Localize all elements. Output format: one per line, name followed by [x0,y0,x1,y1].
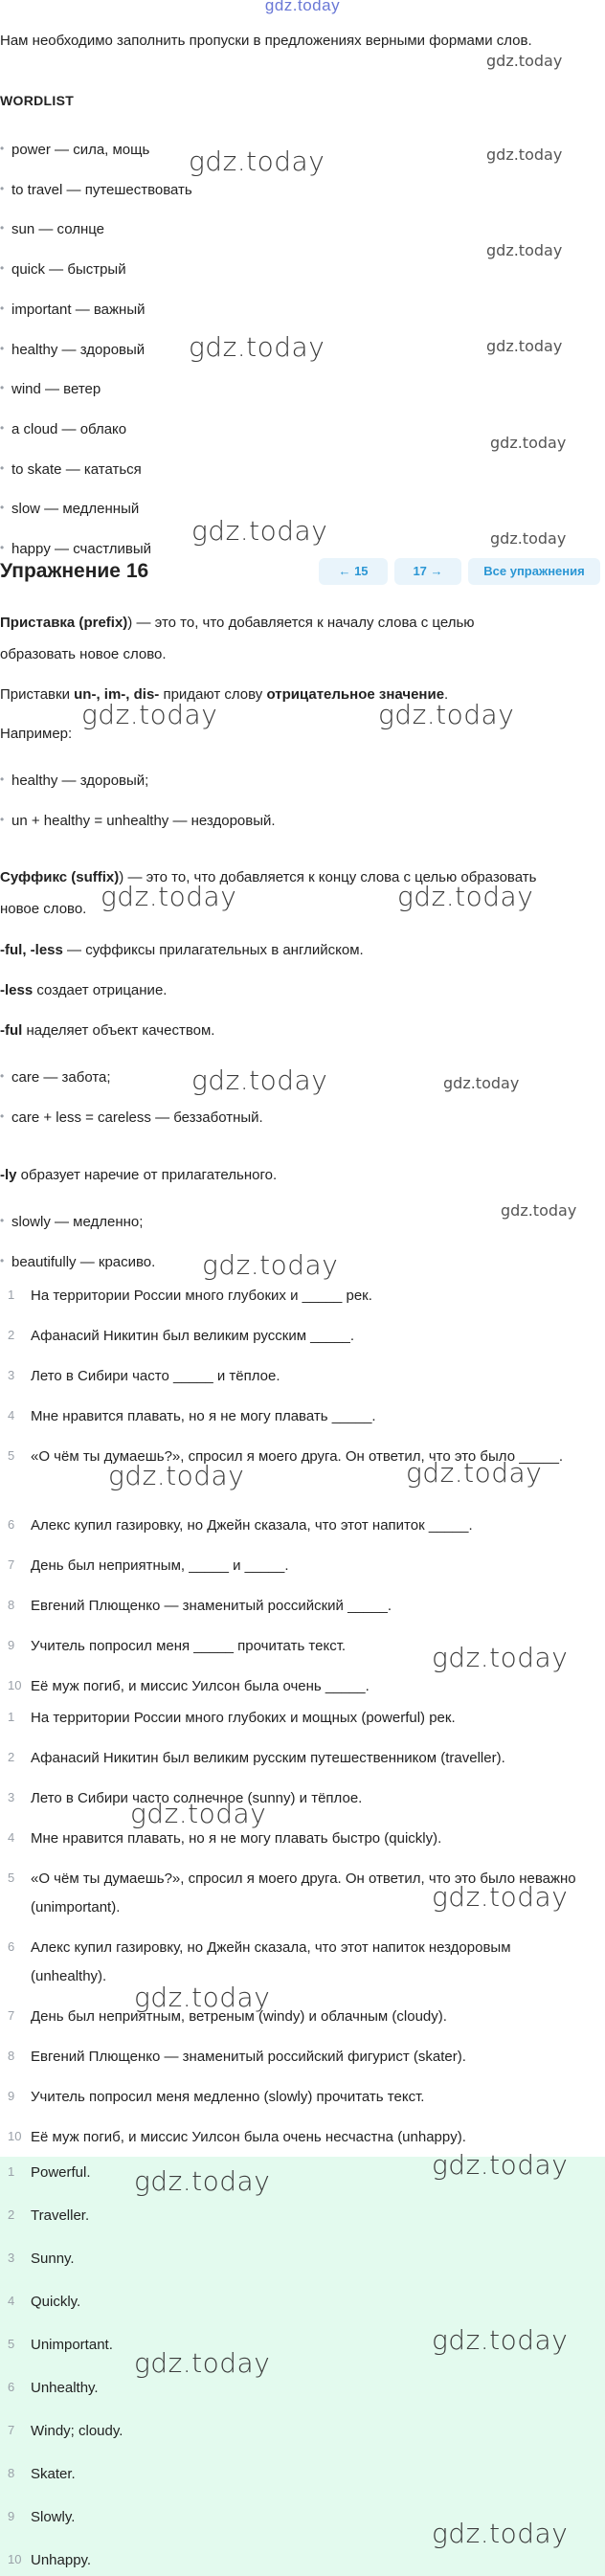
watermark: gdz.today [108,1460,245,1491]
wordlist-item: • a cloud — облако [11,421,126,437]
filled-number: 8 [8,2049,15,2063]
filled-text: Лето в Сибири часто солнечное (sunny) и тёплое. [31,1790,363,1806]
prev-exercise-button[interactable]: ← 15 [319,558,388,585]
prefix-negation: Приставки un-, im-, dis- придают слову отрицательное значение. [0,686,449,703]
all-exercises-button[interactable]: Все упражнения [468,558,600,585]
list-item: • slowly — медленно; [11,1214,143,1230]
example-label: Например: [0,726,73,742]
list-item: • beautifully — красиво. [11,1254,155,1270]
answer-number: 1 [8,2164,15,2179]
task-text: Мне нравится плавать, но я не могу плавать _____. [31,1408,376,1424]
filled-text: День был неприятным, ветреным (windy) и облачным (cloudy). [31,2008,447,2025]
watermark: gdz.today [432,2324,569,2356]
answer-text: Sunny. [31,2251,75,2267]
answer-text: Traveller. [31,2207,90,2224]
answer-number: 2 [8,2207,15,2222]
watermark: gdz.today [432,1881,569,1913]
task-text: Учитель попросил меня _____ прочитать текст. [31,1638,347,1654]
watermark: gdz.today [432,1642,569,1673]
filled-text: На территории России много глубоких и мощных (powerful) рек. [31,1710,456,1726]
answer-text: Skater. [31,2466,76,2482]
filled-number: 3 [8,1790,15,1804]
filled-text: Афанасий Никитин был великим русским путешественником (traveller). [31,1750,505,1766]
filled-number: 2 [8,1750,15,1764]
task-number: 8 [8,1598,15,1612]
filled-text: «О чём ты думаешь?», спросил я моего друга. Он ответил, что это было неважно (unimportant). [31,1870,576,1915]
filled-number: 10 [8,2129,22,2143]
answer-number: 4 [8,2294,15,2308]
watermark: gdz.today [134,1982,271,2013]
answer-number: 5 [8,2337,15,2351]
suffix-definition: Суффикс (suffix)) — это то, что добавляется к концу слова с целью образовать новое слово. [0,869,537,917]
wordlist-item: • to travel — путешествовать [11,182,192,198]
watermark: gdz.today [432,2518,569,2549]
task-number: 2 [8,1328,15,1342]
answer-number: 8 [8,2466,15,2480]
watermark: gdz.today [189,146,325,177]
task-text: Евгений Плющенко — знаменитый российский _____. [31,1598,392,1614]
task-number: 9 [8,1638,15,1652]
filled-number: 7 [8,2008,15,2023]
watermark: gdz.today [490,434,567,452]
exercise-title: Упражнение 16 [0,560,149,582]
task-text: День был неприятным, _____ и _____. [31,1557,289,1574]
filled-text: Евгений Плющенко — знаменитый российский фигурист (skater). [31,2049,466,2065]
filled-text: Алекс купил газировку, но Джейн сказала, что этот напиток нездоровым (unhealthy). [31,1939,511,1984]
filled-number: 6 [8,1939,15,1954]
watermark: gdz.today [501,1201,577,1220]
task-number: 10 [8,1678,22,1692]
watermark: gdz.today [202,1249,339,1281]
filled-text: Учитель попросил меня медленно (slowly) прочитать текст. [31,2089,425,2105]
answer-number: 7 [8,2423,15,2437]
watermark: gdz.today [443,1074,520,1092]
filled-number: 4 [8,1830,15,1845]
answer-number: 6 [8,2380,15,2394]
watermark: gdz.today [134,2347,271,2379]
watermark: gdz.today [397,881,534,912]
wordlist-item: • power — сила, мощь [11,142,149,158]
watermark: gdz.today [486,241,563,259]
filled-number: 1 [8,1710,15,1724]
filled-number: 9 [8,2089,15,2103]
answer-text: Unimportant. [31,2337,113,2353]
answer-text: Powerful. [31,2164,91,2181]
answer-text: Windy; cloudy. [31,2423,123,2439]
watermark: gdz.today [101,881,237,912]
watermark: gdz.today [191,1064,328,1096]
answer-text: Slowly. [31,2509,76,2525]
watermark: gdz.today [191,515,328,547]
site-logo[interactable]: gdz.today [264,0,341,14]
list-item: • care + less = careless — беззаботный. [11,1109,263,1126]
wordlist-item: • wind — ветер [11,381,101,397]
wordlist-item: • quick — быстрый [11,261,126,278]
task-text: Её муж погиб, и миссис Уилсон была очень _____. [31,1678,370,1694]
wordlist-item: • sun — солнце [11,221,104,237]
watermark: gdz.today [490,529,567,548]
answer-text: Unhealthy. [31,2380,99,2396]
watermark: gdz.today [406,1457,543,1489]
task-text: На территории России много глубоких и _____ рек. [31,1288,372,1304]
watermark: gdz.today [130,1798,267,1829]
watermark: gdz.today [486,337,563,355]
answer-text: Quickly. [31,2294,81,2310]
less-note: -less создает отрицание. [0,982,168,998]
watermark: gdz.today [189,331,325,363]
task-number: 7 [8,1557,15,1572]
wordlist-item: • important — важный [11,302,145,318]
ful-less-note: -ful, -less — суффиксы прилагательных в английском. [0,942,364,958]
prefix-definition: Приставка (prefix)) — это то, что добавляется к началу слова с целью образовать новое слово. [0,615,475,662]
intro-text: Нам необходимо заполнить пропуски в предложениях верными формами слов. [0,33,532,49]
list-item: • un + healthy = unhealthy — нездоровый. [11,813,276,829]
wordlist-item: • slow — медленный [11,501,139,517]
list-item: • healthy — здоровый; [11,773,148,789]
filled-text: Её муж погиб, и миссис Уилсон была очень несчастна (unhappy). [31,2129,466,2145]
filled-text: Мне нравится плавать, но я не могу плавать быстро (quickly). [31,1830,442,1847]
task-number: 5 [8,1448,15,1463]
task-number: 1 [8,1288,15,1302]
task-text: Лето в Сибири часто _____ и тёплое. [31,1368,280,1384]
watermark: gdz.today [486,52,563,70]
ly-note: -ly образует наречие от прилагательного. [0,1167,278,1183]
watermark: gdz.today [134,2165,271,2197]
wordlist-item: • healthy — здоровый [11,342,145,358]
next-exercise-button[interactable]: 17 → [394,558,461,585]
task-text: Афанасий Никитин был великим русским _____. [31,1328,355,1344]
task-number: 3 [8,1368,15,1382]
wordlist-item: • happy — счастливый [11,541,151,557]
wordlist-title: WORDLIST [0,93,75,108]
task-text: Алекс купил газировку, но Джейн сказала, что этот напиток _____. [31,1517,473,1534]
task-number: 6 [8,1517,15,1532]
wordlist-item: • to skate — кататься [11,461,142,478]
list-item: • care — забота; [11,1069,111,1086]
watermark: gdz.today [432,2149,569,2181]
ful-note: -ful наделяет объект качеством. [0,1022,215,1039]
watermark: gdz.today [81,699,218,730]
answer-text: Unhappy. [31,2552,92,2568]
task-text: «О чём ты думаешь?», спросил я моего друга. Он ответил, что это было _____. [31,1448,564,1465]
filled-number: 5 [8,1870,15,1885]
answer-number: 3 [8,2251,15,2265]
watermark: gdz.today [378,699,515,730]
task-number: 4 [8,1408,15,1422]
watermark: gdz.today [486,146,563,164]
answer-number: 9 [8,2509,15,2523]
answer-number: 10 [8,2552,22,2566]
